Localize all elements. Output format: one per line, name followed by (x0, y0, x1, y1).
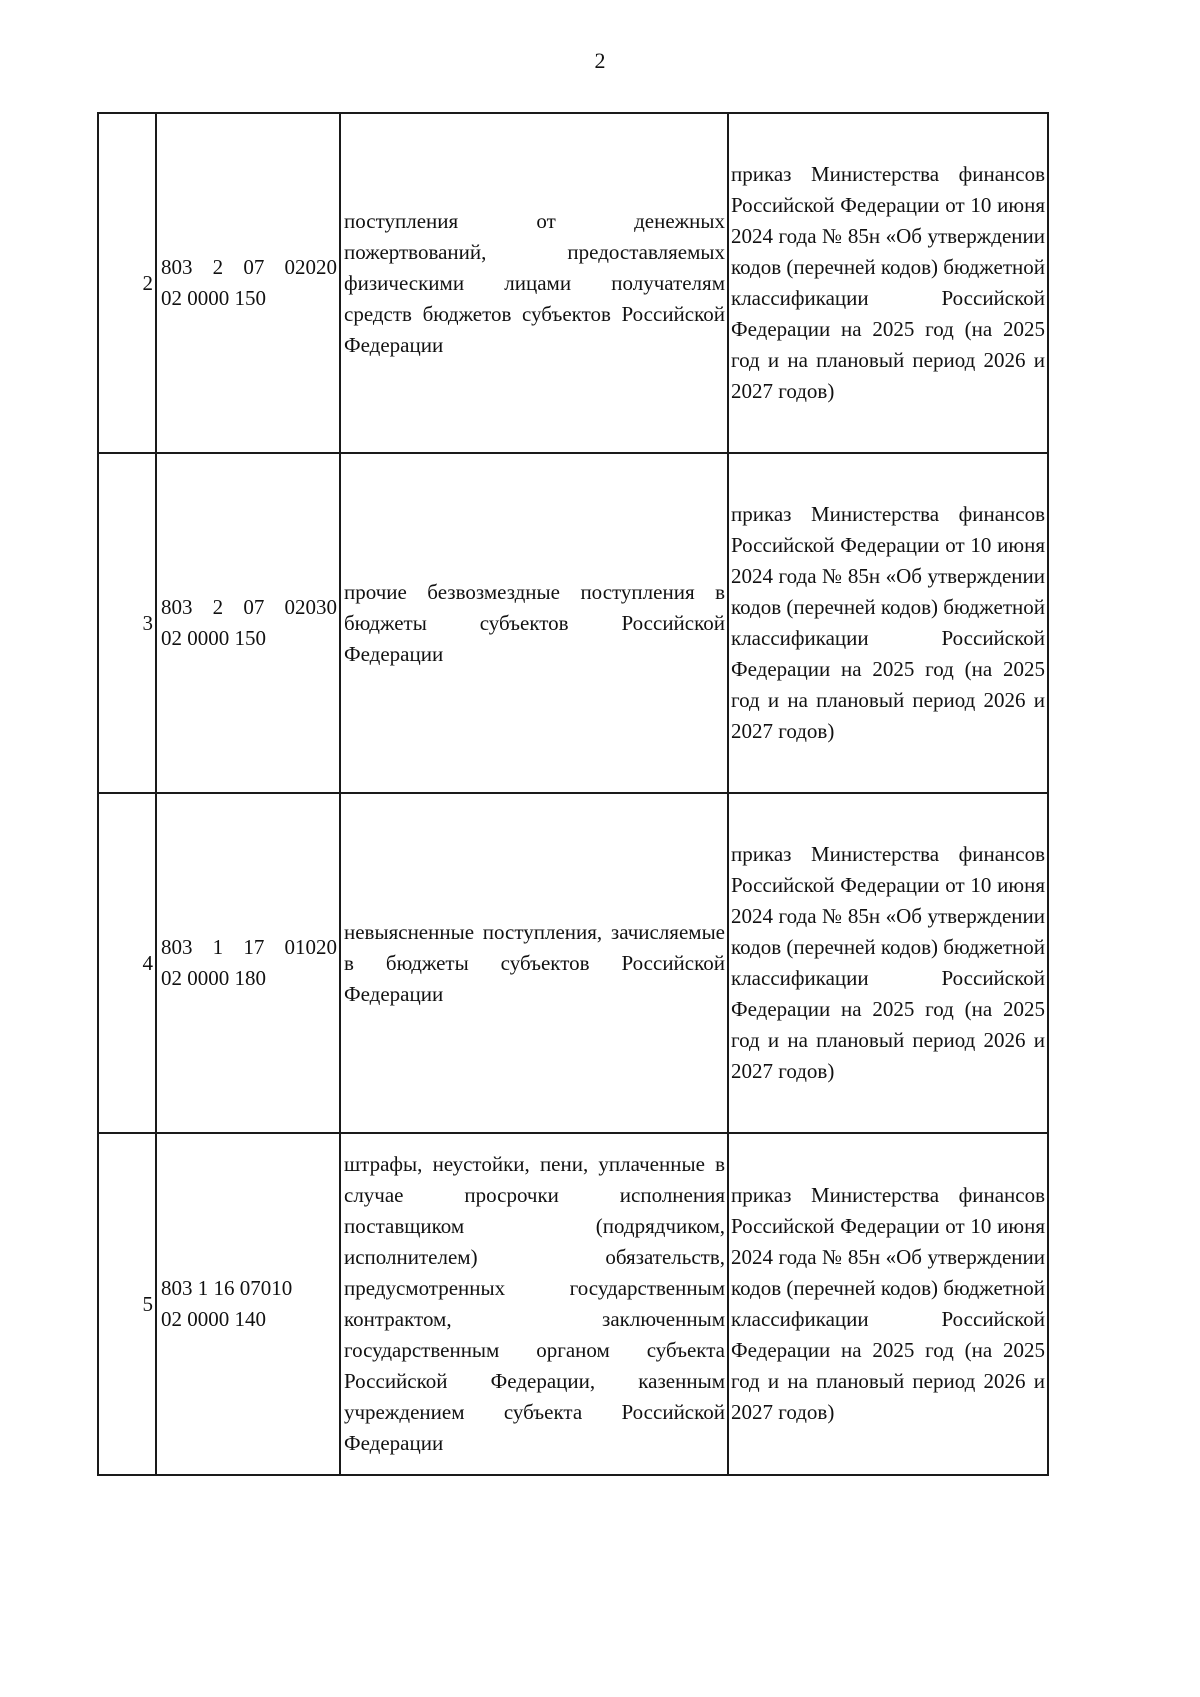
legal-basis: приказ Министерства финансов Российской Федерации от 10 июня 2024 года № 85н «Об утверждении кодов (перечней кодов) бюджетной классификации Российской Федерации на 2025 год (на 2025 год и на плановый период 2026 и 2027 годов) (728, 793, 1048, 1133)
revenue-name: поступления от денежных пожертвований, предоставляемых физическими лицами получателям средств бюджетов субъектов Российской Федерации (340, 113, 728, 453)
revenue-name: штрафы, неустойки, пени, уплаченные в случае просрочки исполнения поставщиком (подрядчиком, исполнителем) обязательств, предусмотренных государственным контрактом, заключенным государственным органом субъекта Российской Федерации, казенным учреждением субъекта Российской Федерации (340, 1133, 728, 1475)
page-number: 2 (594, 48, 606, 73)
budget-code-line1: 803 1 17 01020 (161, 935, 337, 959)
revenue-name: невыясненные поступления, зачисляемые в бюджеты субъектов Российской Федерации (340, 793, 728, 1133)
legal-basis: приказ Министерства финансов Российской Федерации от 10 июня 2024 года № 85н «Об утверждении кодов (перечней кодов) бюджетной классификации Российской Федерации на 2025 год (на 2025 год и на плановый период 2026 и 2027 годов) (728, 113, 1048, 453)
row-number: 2 (98, 113, 156, 453)
budget-code-line2: 02 0000 150 (161, 626, 266, 650)
legal-basis: приказ Министерства финансов Российской Федерации от 10 июня 2024 года № 85н «Об утверждении кодов (перечней кодов) бюджетной классификации Российской Федерации на 2025 год (на 2025 год и на плановый период 2026 и 2027 годов) (728, 1133, 1048, 1475)
budget-code-line2: 02 0000 150 (161, 286, 266, 310)
revenue-name: прочие безвозмездные поступления в бюджеты субъектов Российской Федерации (340, 453, 728, 793)
budget-code (156, 793, 340, 1133)
budget-code-line2: 02 0000 140 (161, 1307, 266, 1331)
table-row (98, 113, 1048, 453)
table-row (98, 1133, 1048, 1475)
budget-code (156, 453, 340, 793)
row-number: 5 (98, 1133, 156, 1475)
legal-basis: приказ Министерства финансов Российской Федерации от 10 июня 2024 года № 85н «Об утверждении кодов (перечней кодов) бюджетной классификации Российской Федерации на 2025 год (на 2025 год и на плановый период 2026 и 2027 годов) (728, 453, 1048, 793)
budget-codes-table (97, 112, 1049, 1476)
table-row (98, 453, 1048, 793)
budget-code-line1: 803 1 16 07010 (161, 1276, 293, 1300)
budget-code (156, 113, 340, 453)
row-number: 4 (98, 793, 156, 1133)
row-number: 3 (98, 453, 156, 793)
budget-code-line2: 02 0000 180 (161, 966, 266, 990)
budget-code-line1: 803 2 07 02020 (161, 255, 337, 279)
budget-code (156, 1133, 340, 1475)
budget-code-line1: 803 2 07 02030 (161, 595, 337, 619)
table-row (98, 793, 1048, 1133)
